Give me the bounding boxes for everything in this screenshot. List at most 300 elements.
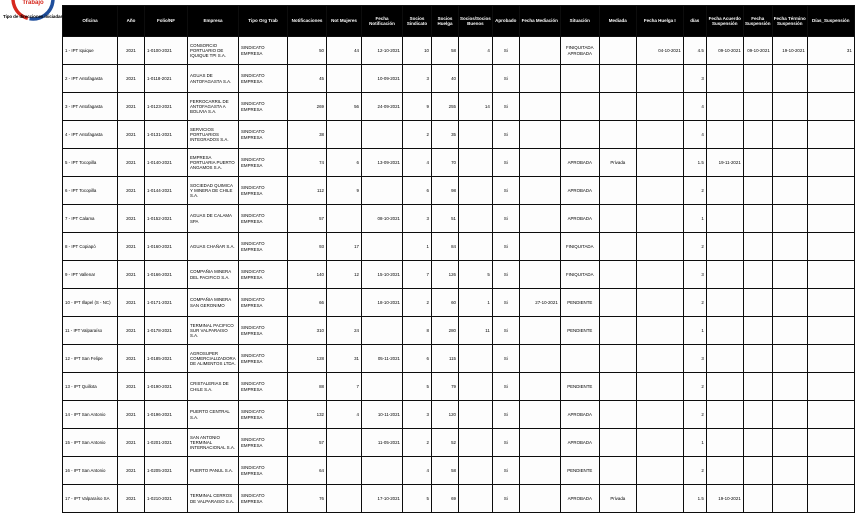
cell-fecha-acuerdo-suspension[interactable] <box>706 373 743 401</box>
cell-fecha-mediacion[interactable] <box>519 37 560 65</box>
cell-not-mujeres[interactable]: 4 <box>327 401 362 429</box>
cell-fecha-notificacion[interactable]: 18-10-2021 <box>362 289 403 317</box>
cell-not-mujeres[interactable]: 17 <box>327 233 362 261</box>
cell-tipo-org-trab[interactable]: SINDICATO EMPRESA <box>239 205 288 233</box>
cell-fecha-termino-suspension[interactable] <box>772 93 807 121</box>
cell-not-mujeres[interactable] <box>327 289 362 317</box>
cell-aprobado[interactable]: Si <box>492 401 519 429</box>
cell-fecha-mediacion[interactable] <box>519 205 560 233</box>
cell-dias[interactable]: 2 <box>683 401 706 429</box>
cell-oficina[interactable]: 14 - IPT San Antonio <box>63 401 118 429</box>
cell-oficina[interactable]: 12 - IPT San Felipe <box>63 345 118 373</box>
cell-socios-huelga[interactable]: 60 <box>432 289 459 317</box>
cell-socios-sindicato[interactable]: 7 <box>403 261 432 289</box>
cell-not-mujeres[interactable] <box>327 205 362 233</box>
cell-empresa[interactable]: CONSORCIO PORTUARIO DE IQUIQUE TPI S.A. <box>188 37 239 65</box>
cell-fecha-notificacion[interactable]: 17-10-2021 <box>362 485 403 513</box>
cell-mediada[interactable] <box>599 177 636 205</box>
cell-aprobado[interactable]: Si <box>492 93 519 121</box>
cell-fecha-notificacion[interactable]: 11-05-2021 <box>362 429 403 457</box>
cell-tipo-org-trab[interactable]: SINDICATO EMPRESA <box>239 121 288 149</box>
cell-socios-huelga[interactable]: 120 <box>432 401 459 429</box>
cell-aprobado[interactable]: Si <box>492 205 519 233</box>
cell-aprobado[interactable]: Si <box>492 345 519 373</box>
cell-fecha-suspension[interactable] <box>743 373 772 401</box>
column-header-oficina[interactable]: Oficina <box>63 6 118 37</box>
cell-tipo-org-trab[interactable]: SINDICATO EMPRESA <box>239 261 288 289</box>
column-header-dias-suspension[interactable]: Días_Suspensión <box>807 6 854 37</box>
cell-socios-sindicato[interactable]: 5 <box>403 373 432 401</box>
cell-situacion[interactable]: FINIQUITADA <box>560 261 599 289</box>
column-header-fecha-termino-suspension[interactable]: Fecha Término Suspensión <box>772 6 807 37</box>
cell-empresa[interactable]: TERMINAL CERROS DE VALPARAISO S.A. <box>188 485 239 513</box>
cell-fecha-huelga-i[interactable] <box>636 429 683 457</box>
cell-socios-buenos[interactable]: 4 <box>459 37 493 65</box>
cell-oficina[interactable]: 9 - IPT Vallenar <box>63 261 118 289</box>
cell-empresa[interactable]: TERMINAL PACIFICO SUR VALPARAISO S.A. <box>188 317 239 345</box>
cell-ano[interactable]: 2021 <box>118 261 145 289</box>
cell-situacion[interactable] <box>560 121 599 149</box>
cell-tipo-org-trab[interactable]: SINDICATO EMPRESA <box>239 317 288 345</box>
cell-socios-sindicato[interactable]: 1 <box>403 233 432 261</box>
cell-socios-sindicato[interactable]: 10 <box>403 37 432 65</box>
cell-fecha-suspension[interactable] <box>743 205 772 233</box>
cell-socios-huelga[interactable]: 52 <box>432 429 459 457</box>
cell-socios-buenos[interactable] <box>459 485 493 513</box>
column-header-fecha-suspension[interactable]: Fecha Suspensión <box>743 6 772 37</box>
cell-dias-suspension[interactable] <box>807 457 854 485</box>
cell-fecha-termino-suspension[interactable]: 19-10-2021 <box>772 37 807 65</box>
cell-fecha-notificacion[interactable]: 10-11-2021 <box>362 401 403 429</box>
cell-empresa[interactable]: FERROCARRIL DE ANTOFAGASTA A BOLIVIA S.A. <box>188 93 239 121</box>
cell-folio-nf[interactable]: 1-0118-2021 <box>145 65 188 93</box>
cell-folio-nf[interactable]: 1-0160-2021 <box>145 233 188 261</box>
cell-tipo-org-trab[interactable]: SINDICATO EMPRESA <box>239 429 288 457</box>
cell-not-mujeres[interactable]: 31 <box>327 345 362 373</box>
cell-dias[interactable]: 4 <box>683 93 706 121</box>
cell-socios-buenos[interactable] <box>459 149 493 177</box>
cell-fecha-huelga-i[interactable] <box>636 457 683 485</box>
cell-oficina[interactable]: 15 - IPT San Antonio <box>63 429 118 457</box>
cell-fecha-mediacion[interactable] <box>519 485 560 513</box>
cell-oficina[interactable]: 11 - IPT Valparaíso <box>63 317 118 345</box>
cell-notificaciones[interactable]: 310 <box>288 317 327 345</box>
cell-folio-nf[interactable]: 1-0185-2021 <box>145 345 188 373</box>
cell-mediada[interactable] <box>599 261 636 289</box>
cell-empresa[interactable]: AGUAS DE CALAMA SPA <box>188 205 239 233</box>
cell-fecha-termino-suspension[interactable] <box>772 373 807 401</box>
cell-empresa[interactable]: SAN ANTONIO TERMINAL INTERNACIONAL S.A. <box>188 429 239 457</box>
cell-dias-suspension[interactable] <box>807 93 854 121</box>
cell-not-mujeres[interactable]: 24 <box>327 317 362 345</box>
cell-fecha-suspension[interactable]: 09-10-2021 <box>743 37 772 65</box>
cell-fecha-acuerdo-suspension[interactable] <box>706 65 743 93</box>
cell-tipo-org-trab[interactable]: SINDICATO EMPRESA <box>239 457 288 485</box>
cell-socios-buenos[interactable] <box>459 233 493 261</box>
cell-socios-buenos[interactable] <box>459 345 493 373</box>
cell-dias[interactable]: 1 <box>683 429 706 457</box>
cell-mediada[interactable]: Privada <box>599 485 636 513</box>
cell-situacion[interactable]: PENDIENTE <box>560 373 599 401</box>
cell-tipo-org-trab[interactable]: SINDICATO EMPRESA <box>239 373 288 401</box>
cell-aprobado[interactable]: Si <box>492 37 519 65</box>
cell-fecha-mediacion[interactable] <box>519 401 560 429</box>
cell-tipo-org-trab[interactable]: SINDICATO EMPRESA <box>239 289 288 317</box>
cell-notificaciones[interactable]: 88 <box>288 373 327 401</box>
cell-folio-nf[interactable]: 1-0144-2021 <box>145 177 188 205</box>
cell-mediada[interactable] <box>599 65 636 93</box>
cell-dias-suspension[interactable] <box>807 429 854 457</box>
cell-dias-suspension[interactable] <box>807 261 854 289</box>
cell-empresa[interactable]: EMPRESA PORTUARIA PUERTO ANGAMOS S.A. <box>188 149 239 177</box>
cell-tipo-org-trab[interactable]: SINDICATO EMPRESA <box>239 65 288 93</box>
cell-socios-buenos[interactable]: 5 <box>459 261 493 289</box>
cell-folio-nf[interactable]: 1-0201-2021 <box>145 429 188 457</box>
cell-ano[interactable]: 2021 <box>118 37 145 65</box>
cell-empresa[interactable]: AGUAS DE ANTOFAGASTA S.A. <box>188 65 239 93</box>
cell-ano[interactable]: 2021 <box>118 205 145 233</box>
cell-fecha-termino-suspension[interactable] <box>772 261 807 289</box>
cell-fecha-mediacion[interactable] <box>519 457 560 485</box>
cell-dias[interactable]: 2 <box>683 233 706 261</box>
cell-fecha-notificacion[interactable] <box>362 373 403 401</box>
cell-empresa[interactable]: SOCIEDAD QUIMICA Y MINERA DE CHILE S.A. <box>188 177 239 205</box>
cell-notificaciones[interactable]: 64 <box>288 457 327 485</box>
cell-fecha-huelga-i[interactable] <box>636 373 683 401</box>
cell-oficina[interactable]: 13 - IPT Quillota <box>63 373 118 401</box>
cell-tipo-org-trab[interactable]: SINDICATO EMPRESA <box>239 37 288 65</box>
cell-tipo-org-trab[interactable]: SINDICATO EMPRESA <box>239 233 288 261</box>
cell-folio-nf[interactable]: 1-0196-2021 <box>145 401 188 429</box>
cell-mediada[interactable] <box>599 93 636 121</box>
cell-fecha-suspension[interactable] <box>743 149 772 177</box>
cell-aprobado[interactable]: Si <box>492 261 519 289</box>
cell-fecha-termino-suspension[interactable] <box>772 429 807 457</box>
cell-notificaciones[interactable]: 93 <box>288 233 327 261</box>
cell-folio-nf[interactable]: 1-0210-2021 <box>145 485 188 513</box>
cell-folio-nf[interactable]: 1-0100-2021 <box>145 37 188 65</box>
cell-fecha-huelga-i[interactable] <box>636 149 683 177</box>
cell-fecha-termino-suspension[interactable] <box>772 177 807 205</box>
cell-socios-sindicato[interactable]: 2 <box>403 289 432 317</box>
column-header-fecha-notificacion[interactable]: Fecha Notificación <box>362 6 403 37</box>
cell-mediada[interactable] <box>599 345 636 373</box>
cell-ano[interactable]: 2021 <box>118 457 145 485</box>
cell-fecha-termino-suspension[interactable] <box>772 233 807 261</box>
cell-dias-suspension[interactable] <box>807 205 854 233</box>
cell-dias-suspension[interactable] <box>807 177 854 205</box>
cell-aprobado[interactable]: Si <box>492 373 519 401</box>
cell-folio-nf[interactable]: 1-0190-2021 <box>145 373 188 401</box>
cell-tipo-org-trab[interactable]: SINDICATO EMPRESA <box>239 177 288 205</box>
cell-ano[interactable]: 2021 <box>118 289 145 317</box>
cell-fecha-suspension[interactable] <box>743 289 772 317</box>
cell-oficina[interactable]: 2 - IPT Antofagasta <box>63 65 118 93</box>
cell-fecha-notificacion[interactable]: 05-11-2021 <box>362 345 403 373</box>
cell-situacion[interactable]: PENDIENTE <box>560 289 599 317</box>
cell-oficina[interactable]: 10 - IPT Illapel (S - NC) <box>63 289 118 317</box>
cell-folio-nf[interactable]: 1-0205-2021 <box>145 457 188 485</box>
cell-oficina[interactable]: 6 - IPT Tocopilla <box>63 177 118 205</box>
cell-not-mujeres[interactable]: 6 <box>327 149 362 177</box>
cell-notificaciones[interactable]: 57 <box>288 429 327 457</box>
cell-notificaciones[interactable]: 38 <box>288 121 327 149</box>
column-header-tipo-org-trab[interactable]: Tipo Org Trab <box>239 6 288 37</box>
cell-fecha-termino-suspension[interactable] <box>772 121 807 149</box>
cell-oficina[interactable]: 8 - IPT Copiapó <box>63 233 118 261</box>
cell-fecha-huelga-i[interactable] <box>636 317 683 345</box>
cell-not-mujeres[interactable]: 56 <box>327 93 362 121</box>
cell-folio-nf[interactable]: 1-0166-2021 <box>145 261 188 289</box>
cell-fecha-termino-suspension[interactable] <box>772 485 807 513</box>
cell-fecha-acuerdo-suspension[interactable]: 09-10-2021 <box>706 37 743 65</box>
cell-fecha-acuerdo-suspension[interactable] <box>706 205 743 233</box>
cell-socios-sindicato[interactable]: 3 <box>403 401 432 429</box>
cell-not-mujeres[interactable]: 12 <box>327 261 362 289</box>
cell-dias[interactable]: 1 <box>683 317 706 345</box>
cell-ano[interactable]: 2021 <box>118 65 145 93</box>
cell-socios-sindicato[interactable]: 9 <box>403 93 432 121</box>
cell-socios-sindicato[interactable]: 2 <box>403 429 432 457</box>
cell-ano[interactable]: 2021 <box>118 233 145 261</box>
cell-socios-sindicato[interactable]: 6 <box>403 177 432 205</box>
cell-fecha-notificacion[interactable]: 13-09-2021 <box>362 149 403 177</box>
cell-notificaciones[interactable]: 112 <box>288 177 327 205</box>
cell-notificaciones[interactable]: 269 <box>288 93 327 121</box>
cell-not-mujeres[interactable] <box>327 65 362 93</box>
cell-dias-suspension[interactable] <box>807 345 854 373</box>
cell-socios-sindicato[interactable]: 4 <box>403 457 432 485</box>
cell-fecha-notificacion[interactable]: 10-09-2021 <box>362 65 403 93</box>
cell-fecha-acuerdo-suspension[interactable] <box>706 233 743 261</box>
cell-socios-huelga[interactable]: 126 <box>432 261 459 289</box>
cell-oficina[interactable]: 1 - IPT Iquique <box>63 37 118 65</box>
cell-oficina[interactable]: 7 - IPT Calama <box>63 205 118 233</box>
cell-dias[interactable]: 4.5 <box>683 37 706 65</box>
column-header-ano[interactable]: Año <box>118 6 145 37</box>
cell-fecha-mediacion[interactable] <box>519 65 560 93</box>
cell-situacion[interactable]: APROBADA <box>560 205 599 233</box>
cell-fecha-suspension[interactable] <box>743 485 772 513</box>
cell-socios-huelga[interactable]: 69 <box>432 485 459 513</box>
cell-dias[interactable]: 1 <box>683 205 706 233</box>
cell-fecha-huelga-i[interactable] <box>636 177 683 205</box>
cell-dias-suspension[interactable] <box>807 233 854 261</box>
cell-mediada[interactable] <box>599 205 636 233</box>
cell-fecha-suspension[interactable] <box>743 233 772 261</box>
cell-situacion[interactable]: APROBADA <box>560 149 599 177</box>
cell-empresa[interactable]: AGROSUPER COMERCIALIZADORA DE ALIMENTOS LTDA. <box>188 345 239 373</box>
cell-fecha-suspension[interactable] <box>743 93 772 121</box>
cell-fecha-huelga-i[interactable] <box>636 289 683 317</box>
cell-fecha-suspension[interactable] <box>743 261 772 289</box>
cell-socios-buenos[interactable] <box>459 401 493 429</box>
column-header-dias[interactable]: días <box>683 6 706 37</box>
cell-fecha-huelga-i[interactable] <box>636 93 683 121</box>
cell-socios-huelga[interactable]: 98 <box>432 177 459 205</box>
cell-fecha-notificacion[interactable] <box>362 121 403 149</box>
cell-situacion[interactable]: FINIQUITADA <box>560 233 599 261</box>
cell-ano[interactable]: 2021 <box>118 177 145 205</box>
cell-mediada[interactable] <box>599 289 636 317</box>
cell-empresa[interactable]: COMPAÑIA MINERA DEL PACIFICO S.A. <box>188 261 239 289</box>
cell-socios-huelga[interactable]: 79 <box>432 373 459 401</box>
cell-socios-buenos[interactable]: 1 <box>459 289 493 317</box>
column-header-socios-buenos[interactable]: Socios/Socios Buenos <box>459 6 493 37</box>
cell-fecha-huelga-i[interactable] <box>636 485 683 513</box>
cell-fecha-acuerdo-suspension[interactable] <box>706 261 743 289</box>
cell-fecha-acuerdo-suspension[interactable] <box>706 457 743 485</box>
cell-fecha-acuerdo-suspension[interactable] <box>706 93 743 121</box>
cell-fecha-suspension[interactable] <box>743 401 772 429</box>
cell-fecha-huelga-i[interactable] <box>636 401 683 429</box>
cell-ano[interactable]: 2021 <box>118 149 145 177</box>
cell-aprobado[interactable]: Si <box>492 429 519 457</box>
cell-dias[interactable]: 3 <box>683 261 706 289</box>
cell-situacion[interactable]: APROBADA <box>560 429 599 457</box>
cell-socios-buenos[interactable] <box>459 121 493 149</box>
cell-not-mujeres[interactable] <box>327 429 362 457</box>
cell-socios-huelga[interactable]: 35 <box>432 121 459 149</box>
cell-mediada[interactable] <box>599 317 636 345</box>
cell-socios-huelga[interactable]: 70 <box>432 149 459 177</box>
cell-dias[interactable]: 2 <box>683 457 706 485</box>
cell-ano[interactable]: 2021 <box>118 317 145 345</box>
cell-oficina[interactable]: 3 - IPT Antofagasta <box>63 93 118 121</box>
cell-situacion[interactable] <box>560 93 599 121</box>
cell-dias-suspension[interactable] <box>807 65 854 93</box>
cell-fecha-acuerdo-suspension[interactable] <box>706 177 743 205</box>
cell-socios-huelga[interactable]: 255 <box>432 93 459 121</box>
cell-not-mujeres[interactable]: 7 <box>327 373 362 401</box>
cell-fecha-acuerdo-suspension[interactable] <box>706 429 743 457</box>
column-header-notificaciones[interactable]: Notificaciones <box>288 6 327 37</box>
cell-socios-buenos[interactable]: 14 <box>459 93 493 121</box>
cell-mediada[interactable] <box>599 121 636 149</box>
cell-fecha-termino-suspension[interactable] <box>772 65 807 93</box>
cell-tipo-org-trab[interactable]: SINDICATO EMPRESA <box>239 93 288 121</box>
cell-socios-buenos[interactable]: 11 <box>459 317 493 345</box>
cell-socios-huelga[interactable]: 51 <box>432 205 459 233</box>
column-header-fecha-acuerdo-suspension[interactable]: Fecha Acuerdo Suspensión <box>706 6 743 37</box>
cell-fecha-notificacion[interactable]: 08-10-2021 <box>362 205 403 233</box>
cell-fecha-mediacion[interactable] <box>519 261 560 289</box>
cell-socios-huelga[interactable]: 280 <box>432 317 459 345</box>
cell-fecha-notificacion[interactable] <box>362 177 403 205</box>
cell-dias[interactable]: 1.5 <box>683 149 706 177</box>
cell-folio-nf[interactable]: 1-0140-2021 <box>145 149 188 177</box>
cell-dias[interactable]: 2 <box>683 373 706 401</box>
cell-notificaciones[interactable]: 140 <box>288 261 327 289</box>
cell-fecha-mediacion[interactable] <box>519 177 560 205</box>
cell-socios-buenos[interactable] <box>459 65 493 93</box>
cell-dias-suspension[interactable] <box>807 485 854 513</box>
cell-situacion[interactable] <box>560 345 599 373</box>
cell-fecha-suspension[interactable] <box>743 65 772 93</box>
cell-notificaciones[interactable]: 66 <box>288 289 327 317</box>
cell-oficina[interactable]: 5 - IPT Tocopilla <box>63 149 118 177</box>
cell-notificaciones[interactable]: 50 <box>288 37 327 65</box>
cell-notificaciones[interactable]: 57 <box>288 205 327 233</box>
cell-socios-huelga[interactable]: 84 <box>432 233 459 261</box>
cell-fecha-suspension[interactable] <box>743 121 772 149</box>
cell-situacion[interactable]: PENDIENTE <box>560 457 599 485</box>
cell-fecha-notificacion[interactable] <box>362 457 403 485</box>
cell-socios-sindicato[interactable]: 4 <box>403 149 432 177</box>
cell-empresa[interactable]: PUERTO CENTRAL S.A. <box>188 401 239 429</box>
cell-fecha-termino-suspension[interactable] <box>772 205 807 233</box>
cell-situacion[interactable]: APROBADA <box>560 485 599 513</box>
cell-tipo-org-trab[interactable]: SINDICATO EMPRESA <box>239 401 288 429</box>
cell-oficina[interactable]: 16 - IPT San Antonio <box>63 457 118 485</box>
cell-tipo-org-trab[interactable]: SINDICATO EMPRESA <box>239 149 288 177</box>
cell-socios-sindicato[interactable]: 3 <box>403 65 432 93</box>
cell-socios-buenos[interactable] <box>459 429 493 457</box>
cell-fecha-suspension[interactable] <box>743 345 772 373</box>
cell-ano[interactable]: 2021 <box>118 345 145 373</box>
cell-mediada[interactable] <box>599 457 636 485</box>
column-header-socios-huelga[interactable]: Socios Huelga <box>432 6 459 37</box>
cell-situacion[interactable]: FINIQUITADA APROBADA <box>560 37 599 65</box>
cell-dias-suspension[interactable] <box>807 289 854 317</box>
cell-socios-buenos[interactable] <box>459 177 493 205</box>
cell-fecha-huelga-i[interactable] <box>636 65 683 93</box>
cell-fecha-notificacion[interactable]: 24-09-2021 <box>362 93 403 121</box>
cell-empresa[interactable]: AGUAS CHAÑAR S.A. <box>188 233 239 261</box>
cell-folio-nf[interactable]: 1-0171-2021 <box>145 289 188 317</box>
cell-dias-suspension[interactable] <box>807 373 854 401</box>
cell-fecha-mediacion[interactable] <box>519 93 560 121</box>
cell-fecha-huelga-i[interactable] <box>636 121 683 149</box>
cell-dias[interactable]: 2 <box>683 289 706 317</box>
cell-not-mujeres[interactable] <box>327 121 362 149</box>
cell-not-mujeres[interactable] <box>327 485 362 513</box>
cell-fecha-termino-suspension[interactable] <box>772 401 807 429</box>
cell-mediada[interactable] <box>599 373 636 401</box>
cell-fecha-mediacion[interactable] <box>519 429 560 457</box>
cell-empresa[interactable]: CRISTALERIAS DE CHILE S.A. <box>188 373 239 401</box>
cell-mediada[interactable] <box>599 37 636 65</box>
column-header-not-mujeres[interactable]: Not Mujeres <box>327 6 362 37</box>
cell-aprobado[interactable]: Si <box>492 233 519 261</box>
cell-mediada[interactable]: Privada <box>599 149 636 177</box>
cell-fecha-suspension[interactable] <box>743 457 772 485</box>
cell-empresa[interactable]: SERVICIOS PORTUARIOS INTEGRADOS S.A. <box>188 121 239 149</box>
cell-fecha-acuerdo-suspension[interactable]: 19-11-2021 <box>706 149 743 177</box>
cell-aprobado[interactable]: Si <box>492 177 519 205</box>
cell-fecha-mediacion[interactable] <box>519 345 560 373</box>
cell-tipo-org-trab[interactable]: SINDICATO EMPRESA <box>239 345 288 373</box>
cell-dias[interactable]: 3 <box>683 345 706 373</box>
cell-mediada[interactable] <box>599 233 636 261</box>
cell-fecha-termino-suspension[interactable] <box>772 457 807 485</box>
cell-fecha-acuerdo-suspension[interactable]: 19-10-2021 <box>706 485 743 513</box>
cell-dias[interactable]: 3 <box>683 65 706 93</box>
cell-fecha-huelga-i[interactable] <box>636 233 683 261</box>
cell-socios-huelga[interactable]: 115 <box>432 345 459 373</box>
column-header-situacion[interactable]: Situación <box>560 6 599 37</box>
cell-mediada[interactable] <box>599 401 636 429</box>
cell-fecha-mediacion[interactable] <box>519 317 560 345</box>
cell-fecha-acuerdo-suspension[interactable] <box>706 121 743 149</box>
cell-fecha-notificacion[interactable]: 12-10-2021 <box>362 37 403 65</box>
cell-socios-sindicato[interactable]: 8 <box>403 317 432 345</box>
cell-situacion[interactable]: APROBADA <box>560 401 599 429</box>
cell-empresa[interactable]: PUERTO PANUL S.A. <box>188 457 239 485</box>
cell-aprobado[interactable]: Si <box>492 485 519 513</box>
cell-dias[interactable]: 4 <box>683 121 706 149</box>
column-header-empresa[interactable]: Empresa <box>188 6 239 37</box>
